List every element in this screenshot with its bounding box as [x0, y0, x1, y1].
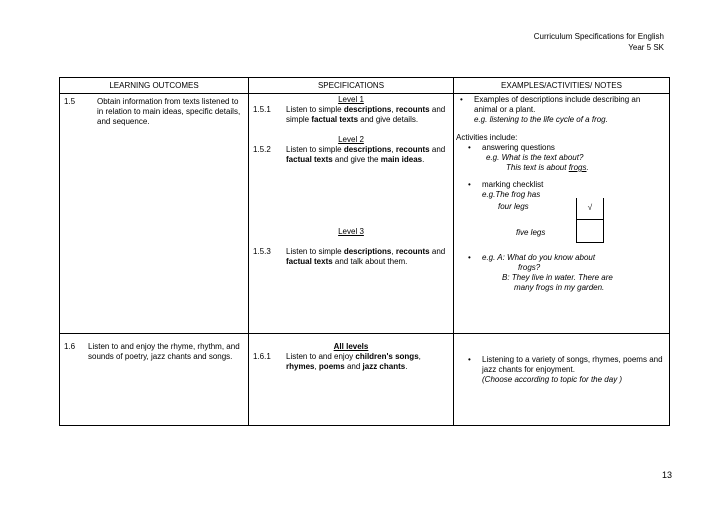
col-learning-outcomes: LEARNING OUTCOMES: [60, 78, 249, 94]
lo-number: 1.5: [64, 97, 76, 106]
example-text: Examples of descriptions include describing an animal or a plant. e.g. listening to the life cycle of a frog.: [474, 95, 641, 124]
table-header-row: [60, 78, 670, 94]
bullet-icon: •: [468, 180, 471, 189]
examples-cell: [454, 94, 670, 334]
checklist-item: four legs: [498, 202, 529, 211]
level-3-heading: Level 3: [338, 227, 364, 236]
lo-number: 1.6: [64, 342, 76, 351]
bullet-icon: •: [468, 253, 471, 262]
page-number: 13: [661, 470, 672, 480]
spec-number: 1.6.1: [253, 352, 271, 361]
lo-text: Obtain information from texts listened to in relation to main ideas, specific details, and sequence.: [97, 97, 241, 126]
activity-text: marking checklist e.g.The frog has: [482, 180, 544, 199]
activities-intro: Activities include:: [456, 133, 518, 142]
col-examples: EXAMPLES/ACTIVITIES/ NOTES: [454, 78, 670, 94]
all-levels-heading: All levels: [333, 342, 369, 351]
lo-text: Listen to and enjoy the rhyme, rhythm, and sounds of poetry, jazz chants and songs.: [88, 342, 240, 361]
checklist-box: [576, 198, 604, 243]
spec-text: Listen to simple descriptions, recounts and simple factual texts and give details.: [286, 105, 446, 124]
learning-outcome-cell: [60, 334, 249, 426]
level-1-heading: Level 1: [338, 95, 364, 104]
spec-number: 1.5.3: [253, 247, 271, 256]
table-row: [60, 334, 670, 426]
col-specifications: SPECIFICATIONS: [249, 78, 454, 94]
specification-table: [59, 77, 670, 426]
spec-text: Listen to simple descriptions, recounts and factual texts and give the main ideas.: [286, 145, 446, 164]
spec-number: 1.5.2: [253, 145, 271, 154]
example-dialogue: e.g. A: What do you know about frogs? B: They live in water. There are many frogs in my garden.: [482, 253, 613, 292]
activity-text: answering questions e.g. What is the text about? This text is about frogs.: [482, 143, 589, 172]
specifications-cell: [249, 334, 454, 426]
level-2-heading: Level 2: [338, 135, 364, 144]
bullet-icon: •: [468, 143, 471, 152]
table-row: [60, 94, 670, 334]
bullet-icon: •: [468, 355, 471, 364]
tick-mark: √: [577, 198, 603, 220]
learning-outcome-cell: [60, 94, 249, 334]
specifications-cell: [249, 94, 454, 334]
checklist-item: five legs: [516, 228, 546, 237]
bullet-icon: •: [460, 95, 463, 104]
spec-text: Listen to and enjoy children's songs, rhymes, poems and jazz chants.: [286, 352, 421, 371]
header-year: Year 5 SK: [628, 43, 664, 52]
spec-number: 1.5.1: [253, 105, 271, 114]
example-text: Listening to a variety of songs, rhymes, poems and jazz chants for enjoyment. (Choose according to topic for the day ): [482, 355, 663, 384]
spec-text: Listen to simple descriptions, recounts and factual texts and talk about them.: [286, 247, 446, 266]
examples-cell: [454, 334, 670, 426]
checklist: [490, 200, 669, 240]
header-title: Curriculum Specifications for English: [533, 32, 664, 41]
